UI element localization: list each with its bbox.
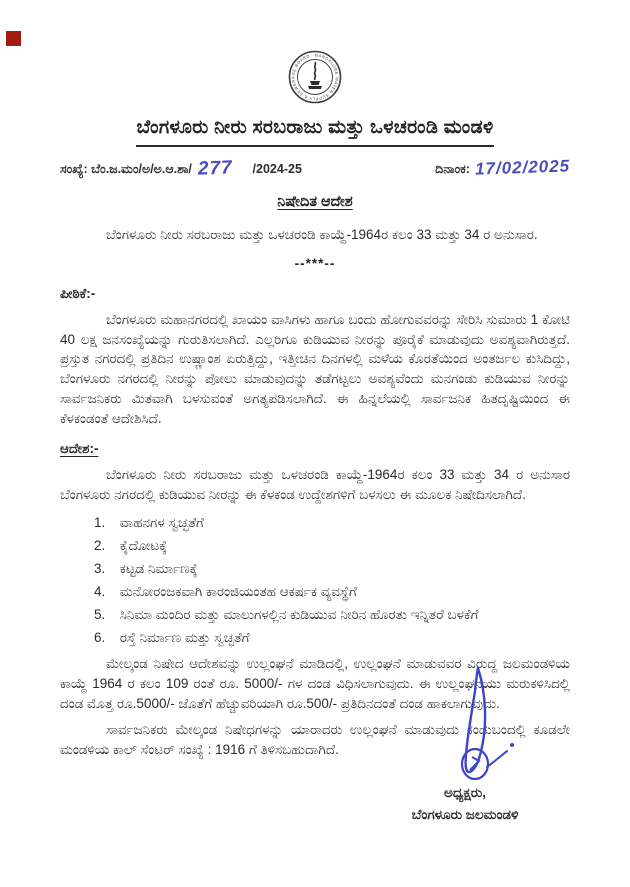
preamble-heading-text: ಪೀಠಿಕೆ:-: [60, 285, 96, 301]
list-item-number: 2.: [94, 538, 106, 554]
ref-year-suffix: /2024-25: [252, 162, 302, 177]
preamble-paragraph: ಬೆಂಗಳೂರು ಮಹಾನಗರದಲ್ಲಿ ಖಾಯಂ ವಾಸಿಗಳು ಹಾಗೂ ಬಂದು ಹೋಗುವವರನ್ನು ಸೇರಿಸಿ ಸುಮಾರು 1 ಕೋಟಿ 40 ಲಕ್ಷ ಜನಸಂಖ್ಯೆಯನ್ನು ಗುರುತಿಸಲಾಗಿದೆ. ಎಲ್ಲರಿಗೂ ಕುಡಿಯುವ ನೀರನ್ನು ಪೂರೈಕೆ ಮಾಡುವುದು ಅವಶ್ಯವಾಗಿರುತ್ತದೆ. ಪ್ರಸ್ತುತ ನಗರದಲ್ಲಿ ಪ್ರತಿದಿನ ಉಷ್ಣಾಂಶ ಏರುತ್ತಿದ್ದು, ಇತ್ತೀಚಿನ ದಿನಗಳಲ್ಲಿ ಮಳೆಯ ಕೊರತೆಯಿಂದ ಅಂತರ್ಜಲ ಕುಸಿದಿದ್ದು, ಬೆಂಗಳೂರು ನಗರದಲ್ಲಿ ನೀರನ್ನು ಪೋಲು ಮಾಡುವುದನ್ನು ತಡೆಗಟ್ಟಲು ಅವಶ್ಯವೆಂದು ಮನಗಂಡು ಕುಡಿಯುವ ನೀರನ್ನು ಸಾರ್ವಜನಿಕರು ಮಿತವಾಗಿ ಬಳಸುವಂತೆ ಅಗತ್ಯಪಡಿಸಲಾಗಿದೆ. ಈ ಹಿನ್ನಲೆಯಲ್ಲಿ ಸಾರ್ವಜನಿಕ ಹಿತದೃಷ್ಟಿಯಿಂದ ಈ ಕೆಳಕಂಡಂತೆ ಆದೇಶಿಸಿದೆ.: [60, 311, 570, 427]
list-item-number: 6.: [94, 630, 106, 646]
document-title: [60, 192, 570, 213]
date-handwritten: 17/02/2025: [474, 156, 571, 179]
list-item-number: 5.: [94, 607, 106, 623]
seal-ring-text: BANGALORE WATER SUPPLY & SEWERAGE BOARD: [290, 52, 340, 102]
list-item-text: ಸಿನಿಮಾ ಮಂದಿರ ಮತ್ತು ಮಾಲುಗಳಲ್ಲಿನ ಕುಡಿಯುವ ನೀರಿನ ಹೊರತು ಇನ್ನಿತರೆ ಬಳಕೆಗೆ: [119, 607, 479, 623]
signoff-org: ಬೆಂಗಳೂರು ಜಲಮಂಡಳಿ: [411, 806, 519, 822]
ref-number-handwritten: 277: [197, 157, 233, 180]
document-title-text: ನಿಷೇದಿತ ಆದೇಶ: [277, 194, 353, 211]
penalty-paragraph: ಮೇಲ್ಕಂಡ ನಿಷೇದ ಆದೇಶವನ್ನು ಉಲ್ಲಂಘನೆ ಮಾಡಿದಲ್ಲಿ, ಉಲ್ಲಂಘನೆ ಮಾಡುವವರ ವಿರುದ್ದ ಜಲಮಂಡಳಿಯ ಕಾಯ್ದೆ 1964 ರ ಕಲಂ 109 ರಂತೆ ರೂ. 5000/- ಗಳ ದಂಡ ವಿಧಿಸಲಾಗುವುದು. ಈ ಉಲ್ಲಂಘನೆಯು ಮರುಕಳಿಸಿದಲ್ಲಿ ದಂಡ ಮೊತ್ತ ರೂ.5000/- ಜೊತೆಗೆ ಹೆಚ್ಚುವರಿಯಾಗಿ ರೂ.500/- ಪ್ರತಿದಿನದಂತೆ ದಂಡ ಹಾಕಲಾಗುವುದು.: [60, 656, 570, 712]
date-label: ದಿನಾಂಕ:: [435, 162, 470, 177]
list-item: [94, 536, 570, 556]
header: [60, 50, 570, 110]
list-item: [94, 582, 570, 602]
signoff-title: ಅಧ್ಯಕ್ಷರು,: [444, 785, 486, 800]
signoff-block: [385, 782, 545, 825]
list-item-number: 1.: [94, 515, 106, 531]
list-item: [94, 628, 570, 648]
list-item-text: ಕೈದೋಟಕ್ಕೆ: [119, 538, 168, 554]
list-item: [94, 605, 570, 625]
order-heading: [60, 439, 570, 459]
org-name-heading: [60, 114, 570, 147]
org-name-text: ಬೆಂಗಳೂರು ನೀರು ಸರಬರಾಜು ಮತ್ತು ಒಳಚರಂಡಿ ಮಂಡಳಿ: [136, 114, 493, 147]
red-square-marker: [6, 31, 21, 46]
list-item-number: 3.: [94, 561, 106, 577]
report-paragraph: ಸಾರ್ವಜನಿಕರು ಮೇಲ್ಕಂಡ ನಿಷೇಧಗಳನ್ನು ಯಾರಾದರು ಉಲ್ಲಂಘನೆ ಮಾಡುವುದು ಕಂಡುಬಂದಲ್ಲಿ ಕೂಡಲೇ ಮಂಡಳಿಯ ಕಾಲ್ ಸೆಂಟರ್ ಸಂಖ್ಯೆ : 1916 ಗೆ ತಿಳಿಸಬಹುದಾಗಿದೆ.: [60, 721, 570, 757]
list-item-text: ಕಟ್ಟಡ ನಿರ್ಮಾಣಕ್ಕೆ: [119, 561, 198, 577]
list-item: [94, 559, 570, 579]
bwssb-seal-icon: [288, 50, 342, 104]
list-item-text: ವಾಹನಗಳ ಸ್ವಚ್ಛತೆಗೆ: [119, 515, 204, 531]
list-item-text: ಮನೋರಂಜಕವಾಗಿ ಕಾರಂಜಿಯಂತಹ ಆಕರ್ಷಕ ವ್ಯವಸ್ಥೆಗೆ: [119, 584, 357, 600]
list-item: [94, 513, 570, 533]
preamble-heading: [60, 284, 570, 304]
separator-line: --***--: [294, 255, 336, 271]
ref-label: ಸಂಖ್ಯೆ: ಬೆಂ.ಜ.ಮಂ/ಅ/ಅ.ಆ.ಶಾ/: [60, 162, 192, 177]
list-item-text: ರಸ್ತೆ ನಿರ್ಮಾಣ ಮತ್ತು ಸ್ವಚ್ಛತೆಗೆ: [119, 630, 250, 646]
list-item-number: 4.: [94, 584, 106, 600]
prohibited-uses-list: [60, 513, 570, 648]
order-paragraph: ಬೆಂಗಳೂರು ನೀರು ಸರಬರಾಜು ಮತ್ತು ಒಳಚರಂಡಿ ಕಾಯ್ದೆ-1964ರ ಕಲಂ 33 ಮತ್ತು 34 ರ ಅನುಸಾರ ಬೆಂಗಳೂರು ನಗರದಲ್ಲಿ ಕುಡಿಯುವ ನೀರನ್ನು ಈ ಕೆಳಕಂಡ ಉದ್ದೇಶಗಳಿಗೆ ಬಳಸಲು ಈ ಮೂಲಕ ನಿಷೇದಿಸಲಾಗಿದೆ.: [60, 467, 570, 503]
order-heading-text: ಆದೇಶ:-: [60, 441, 99, 457]
act-reference-line: ಬೆಂಗಳೂರು ನೀರು ಸರಬರಾಜು ಮತ್ತು ಒಳಚರಂಡಿ ಕಾಯ್ದೆ-1964ರ ಕಲಂ 33 ಮತ್ತು 34 ರ ಅನುಸಾರ.: [106, 226, 538, 242]
reference-row: [60, 154, 570, 182]
